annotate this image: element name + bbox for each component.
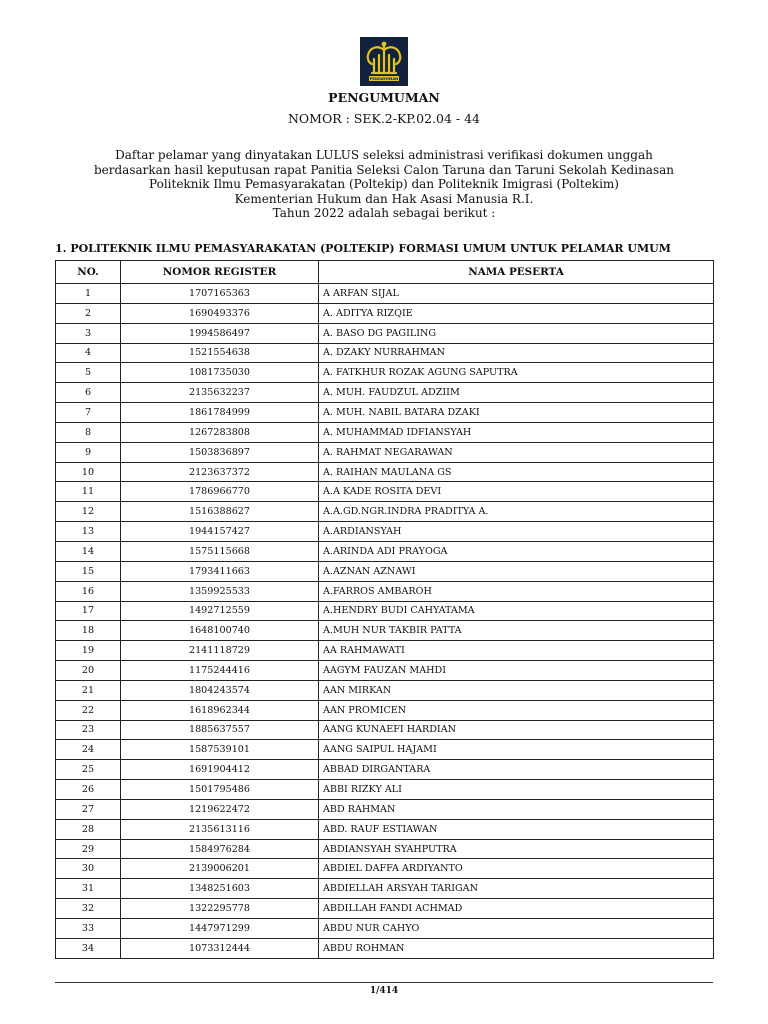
table-header-row [56, 261, 714, 284]
intro-paragraph [0, 148, 768, 221]
table-row [56, 581, 714, 601]
cell-no: 9 [56, 442, 121, 462]
cell-register: 1885637557 [121, 720, 319, 740]
table-row [56, 621, 714, 641]
participants-table [55, 260, 714, 959]
cell-no: 16 [56, 581, 121, 601]
cell-no: 13 [56, 522, 121, 542]
table-row [56, 641, 714, 661]
intro-line: berdasarkan hasil keputusan rapat Panitia Seleksi Calon Taruna dan Taruni Sekolah Kedinasan [93, 162, 674, 177]
cell-no: 1 [56, 284, 121, 304]
cell-register: 1575115668 [121, 541, 319, 561]
cell-register: 1944157427 [121, 522, 319, 542]
cell-no: 6 [56, 383, 121, 403]
cell-register: 1267283808 [121, 422, 319, 442]
cell-name: ABBI RIZKY ALI [319, 780, 714, 800]
cell-no: 33 [56, 919, 121, 939]
cell-name: A. RAHMAT NEGARAWAN [319, 442, 714, 462]
cell-name: ABDILLAH FANDI ACHMAD [319, 899, 714, 919]
cell-register: 2141118729 [121, 641, 319, 661]
cell-name: A.MUH NUR TAKBIR PATTA [319, 621, 714, 641]
table-row [56, 720, 714, 740]
cell-name: ABD RAHMAN [319, 799, 714, 819]
cell-name: ABBAD DIRGANTARA [319, 760, 714, 780]
cell-name: AANG SAIPUL HAJAMI [319, 740, 714, 760]
table-row [56, 303, 714, 323]
cell-no: 29 [56, 839, 121, 859]
cell-register: 1219622472 [121, 799, 319, 819]
table-row [56, 541, 714, 561]
cell-register: 1516388627 [121, 502, 319, 522]
cell-name: A. MUHAMMAD IDFIANSYAH [319, 422, 714, 442]
pengayoman-emblem-icon [360, 37, 408, 86]
table-row [56, 442, 714, 462]
header-register: NOMOR REGISTER [121, 261, 319, 284]
intro-line: Politeknik Ilmu Pemasyarakatan (Poltekip) dan Politeknik Imigrasi (Poltekim) [149, 177, 619, 192]
cell-register: 1322295778 [121, 899, 319, 919]
cell-register: 1707165363 [121, 284, 319, 304]
cell-register: 2135632237 [121, 383, 319, 403]
cell-name: ABD. RAUF ESTIAWAN [319, 819, 714, 839]
table-row [56, 760, 714, 780]
table-row [56, 938, 714, 958]
header-name: NAMA PESERTA [319, 261, 714, 284]
page-number: 1/414 [369, 986, 399, 996]
table-row [56, 799, 714, 819]
cell-register: 1584976284 [121, 839, 319, 859]
cell-no: 27 [56, 799, 121, 819]
cell-name: A.FARROS AMBAROH [319, 581, 714, 601]
table-row [56, 383, 714, 403]
cell-no: 7 [56, 403, 121, 423]
cell-register: 1501795486 [121, 780, 319, 800]
intro-line: Tahun 2022 adalah sebagai berikut : [272, 206, 496, 221]
cell-no: 34 [56, 938, 121, 958]
cell-no: 31 [56, 879, 121, 899]
table-row [56, 859, 714, 879]
cell-register: 1447971299 [121, 919, 319, 939]
cell-name: AAGYM FAUZAN MAHDI [319, 661, 714, 681]
table-row [56, 740, 714, 760]
cell-name: A. MUH. FAUDZUL ADZIIM [319, 383, 714, 403]
cell-name: A. FATKHUR ROZAK AGUNG SAPUTRA [319, 363, 714, 383]
cell-register: 1861784999 [121, 403, 319, 423]
cell-register: 1786966770 [121, 482, 319, 502]
cell-name: AAN PROMICEN [319, 700, 714, 720]
cell-no: 30 [56, 859, 121, 879]
cell-no: 18 [56, 621, 121, 641]
table-row [56, 680, 714, 700]
cell-name: ABDIELLAH ARSYAH TARIGAN [319, 879, 714, 899]
cell-name: A. BASO DG PAGILING [319, 323, 714, 343]
table-row [56, 780, 714, 800]
cell-no: 14 [56, 541, 121, 561]
table-row [56, 284, 714, 304]
cell-no: 10 [56, 462, 121, 482]
cell-name: A.A KADE ROSITA DEVI [319, 482, 714, 502]
intro-line: Daftar pelamar yang dinyatakan LULUS seleksi administrasi verifikasi dokumen unggah [115, 148, 653, 162]
cell-name: A. RAIHAN MAULANA GS [319, 462, 714, 482]
cell-no: 19 [56, 641, 121, 661]
cell-name: ABDU ROHMAN [319, 938, 714, 958]
cell-register: 1081735030 [121, 363, 319, 383]
table-row [56, 363, 714, 383]
table-row [56, 879, 714, 899]
cell-name: A ARFAN SIJAL [319, 284, 714, 304]
table-row [56, 522, 714, 542]
document-number: NOMOR : SEK.2-KP.02.04 - 44 [287, 111, 481, 126]
cell-name: ABDIANSYAH SYAHPUTRA [319, 839, 714, 859]
cell-no: 32 [56, 899, 121, 919]
cell-register: 2139006201 [121, 859, 319, 879]
table-row [56, 819, 714, 839]
cell-name: AA RAHMAWATI [319, 641, 714, 661]
table-row [56, 462, 714, 482]
cell-no: 20 [56, 661, 121, 681]
cell-register: 1175244416 [121, 661, 319, 681]
table-row [56, 661, 714, 681]
table-row [56, 502, 714, 522]
table-row [56, 482, 714, 502]
table-row [56, 422, 714, 442]
cell-no: 28 [56, 819, 121, 839]
cell-register: 1690493376 [121, 303, 319, 323]
cell-no: 23 [56, 720, 121, 740]
table-row [56, 601, 714, 621]
cell-name: A.A.GD.NGR.INDRA PRADITYA A. [319, 502, 714, 522]
cell-no: 4 [56, 343, 121, 363]
section-title: 1. POLITEKNIK ILMU PEMASYARAKATAN (POLTEKIP) FORMASI UMUM UNTUK PELAMAR UMUM [55, 242, 671, 255]
cell-no: 22 [56, 700, 121, 720]
cell-register: 1073312444 [121, 938, 319, 958]
table-row [56, 323, 714, 343]
cell-name: AAN MIRKAN [319, 680, 714, 700]
cell-name: AANG KUNAEFI HARDIAN [319, 720, 714, 740]
table-row [56, 561, 714, 581]
cell-no: 15 [56, 561, 121, 581]
cell-name: A. DZAKY NURRAHMAN [319, 343, 714, 363]
cell-register: 1521554638 [121, 343, 319, 363]
cell-name: A.ARINDA ADI PRAYOGA [319, 541, 714, 561]
cell-name: ABDIEL DAFFA ARDIYANTO [319, 859, 714, 879]
cell-register: 1587539101 [121, 740, 319, 760]
table-body [56, 284, 714, 959]
cell-name: A.ARDIANSYAH [319, 522, 714, 542]
header-no: NO. [56, 261, 121, 284]
cell-no: 3 [56, 323, 121, 343]
cell-name: A. ADITYA RIZQIE [319, 303, 714, 323]
cell-name: A.AZNAN AZNAWI [319, 561, 714, 581]
table-row [56, 343, 714, 363]
cell-no: 17 [56, 601, 121, 621]
table-row [56, 700, 714, 720]
table-row [56, 403, 714, 423]
cell-register: 1648100740 [121, 621, 319, 641]
cell-no: 11 [56, 482, 121, 502]
cell-no: 26 [56, 780, 121, 800]
cell-no: 24 [56, 740, 121, 760]
cell-register: 2135613116 [121, 819, 319, 839]
cell-register: 1348251603 [121, 879, 319, 899]
cell-no: 12 [56, 502, 121, 522]
table-row [56, 919, 714, 939]
table-row [56, 839, 714, 859]
cell-register: 1618962344 [121, 700, 319, 720]
cell-register: 1503836897 [121, 442, 319, 462]
table-row [56, 899, 714, 919]
cell-register: 1994586497 [121, 323, 319, 343]
cell-no: 21 [56, 680, 121, 700]
cell-register: 1804243574 [121, 680, 319, 700]
cell-register: 1691904412 [121, 760, 319, 780]
page-title: PENGUMUMAN [328, 90, 440, 105]
cell-name: A. MUH. NABIL BATARA DZAKI [319, 403, 714, 423]
cell-no: 2 [56, 303, 121, 323]
cell-register: 1793411663 [121, 561, 319, 581]
cell-name: A.HENDRY BUDI CAHYATAMA [319, 601, 714, 621]
cell-register: 2123637372 [121, 462, 319, 482]
cell-no: 25 [56, 760, 121, 780]
cell-no: 8 [56, 422, 121, 442]
cell-register: 1359925533 [121, 581, 319, 601]
svg-text:PENGAYOMAN: PENGAYOMAN [369, 77, 399, 81]
intro-line: Kementerian Hukum dan Hak Asasi Manusia R.I. [234, 191, 534, 206]
cell-no: 5 [56, 363, 121, 383]
cell-register: 1492712559 [121, 601, 319, 621]
cell-name: ABDU NUR CAHYO [319, 919, 714, 939]
footer-divider [55, 982, 713, 983]
